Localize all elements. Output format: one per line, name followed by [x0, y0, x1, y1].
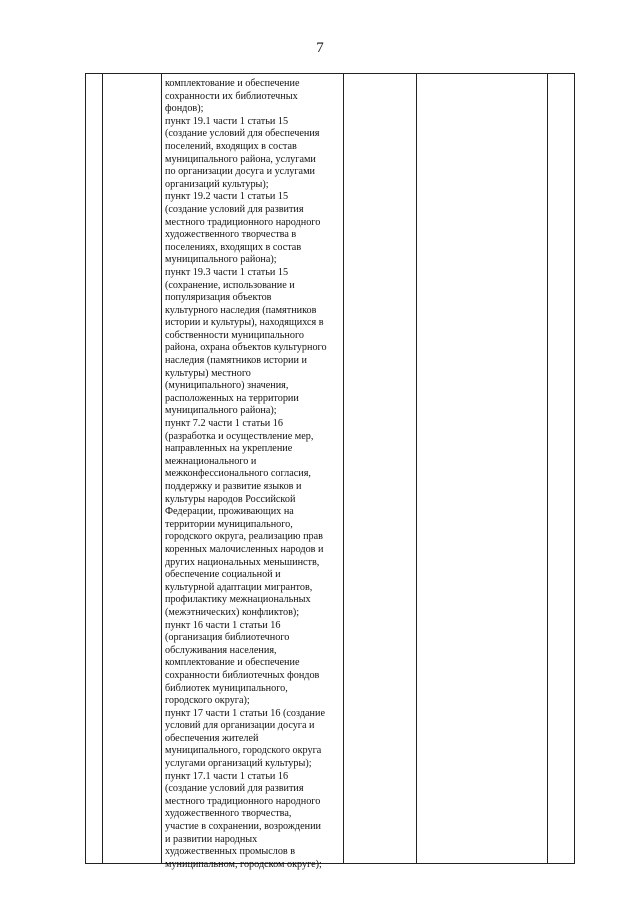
text-line: библиотек муниципального,	[165, 682, 288, 694]
text-line: пункт 19.1 части 1 статьи 15	[165, 115, 289, 127]
text-line: поддержку и развитие языков и	[165, 481, 302, 492]
text-line: организаций культуры);	[165, 178, 269, 190]
table-cell-text	[165, 78, 343, 871]
text-line: популяризация объектов	[165, 292, 272, 304]
text-line: комплектование и обеспечение	[165, 78, 300, 89]
text-line: участие в сохранении, возрождении	[165, 821, 321, 833]
text-line: городского округа, реализацию прав	[165, 531, 323, 543]
text-line: городского округа);	[165, 695, 250, 707]
text-line: района, охрана объектов культурного	[165, 342, 327, 354]
text-line: пункт 16 части 1 статьи 16	[165, 619, 281, 631]
text-line: местного традиционного народного	[165, 795, 321, 807]
text-line: комплектование и обеспечение	[165, 657, 300, 669]
text-line: (муниципального) значения,	[165, 380, 289, 392]
text-line: сохранности их библиотечных	[165, 90, 298, 102]
column-border	[416, 73, 417, 864]
text-line: (сохранение, использование и	[165, 279, 295, 291]
text-line: муниципального района);	[165, 254, 277, 266]
text-line: (организация библиотечного	[165, 632, 290, 644]
text-line: муниципального района);	[165, 405, 277, 417]
text-line: (создание условий для обеспечения	[165, 128, 320, 140]
text-line: муниципальном, городском округе);	[165, 858, 322, 870]
text-line: (межэтнических) конфликтов);	[165, 606, 300, 618]
text-line: пункт 17 части 1 статьи 16 (создание	[165, 707, 325, 719]
text-line: пункт 19.3 части 1 статьи 15	[165, 266, 289, 278]
column-border	[102, 73, 103, 864]
text-line: поселениях, входящих в состав	[165, 241, 302, 253]
text-line: фондов);	[165, 103, 204, 115]
text-line: обслуживания населения,	[165, 644, 277, 656]
text-line: и развитии народных	[165, 833, 258, 845]
text-line: условий для организации досуга и	[165, 720, 315, 732]
text-line: пункт 19.2 части 1 статьи 15	[165, 191, 289, 203]
table-top-border	[85, 73, 575, 74]
text-line: поселений, входящих в состав	[165, 140, 297, 152]
text-line: межконфессионального согласия,	[165, 468, 311, 480]
text-line: художественного творчества,	[165, 808, 292, 820]
text-line: истории и культуры), находящихся в	[165, 317, 324, 329]
column-border	[161, 73, 162, 864]
text-line: (создание условий для развития	[165, 783, 304, 795]
text-line: местного традиционного народного	[165, 216, 321, 228]
text-line: культуры народов Российской	[165, 493, 296, 505]
text-line: собственности муниципального	[165, 329, 304, 341]
text-line: муниципального, городского округа	[165, 745, 322, 757]
text-line: сохранности библиотечных фондов	[165, 669, 320, 681]
column-border	[85, 73, 86, 864]
text-line: (создание условий для развития	[165, 203, 304, 215]
text-line: услугами организаций культуры);	[165, 758, 312, 770]
text-line: межнационального и	[165, 455, 257, 467]
text-line: (разработка и осуществление мер,	[165, 430, 314, 442]
text-line: обеспечения жителей	[165, 732, 259, 744]
text-line: муниципального района, услугами	[165, 153, 316, 165]
text-line: других национальных меньшинств,	[165, 556, 320, 568]
text-line: культурной адаптации мигрантов,	[165, 581, 313, 593]
text-line: обеспечение социальной и	[165, 569, 281, 581]
text-line: расположенных на территории	[165, 392, 299, 404]
column-border	[547, 73, 548, 864]
text-line: наследия (памятников истории и	[165, 355, 307, 367]
text-line: профилактику межнациональных	[165, 594, 311, 606]
text-line: пункт 7.2 части 1 статьи 16	[165, 418, 283, 430]
text-line: художественных промыслов в	[165, 846, 296, 858]
page-number: 7	[316, 40, 324, 56]
text-line: культурного наследия (памятников	[165, 304, 317, 316]
column-border	[343, 73, 344, 864]
text-line: Федерации, проживающих на	[165, 506, 294, 518]
text-line: коренных малочисленных народов и	[165, 543, 324, 555]
text-line: по организации досуга и услугами	[165, 166, 315, 178]
text-line: культуры) местного	[165, 367, 251, 379]
text-line: территории муниципального,	[165, 518, 293, 530]
text-line: художественного творчества в	[165, 229, 297, 241]
column-border	[574, 73, 575, 864]
text-line: направленных на укрепление	[165, 443, 293, 455]
text-line: пункт 17.1 части 1 статьи 16	[165, 770, 289, 782]
